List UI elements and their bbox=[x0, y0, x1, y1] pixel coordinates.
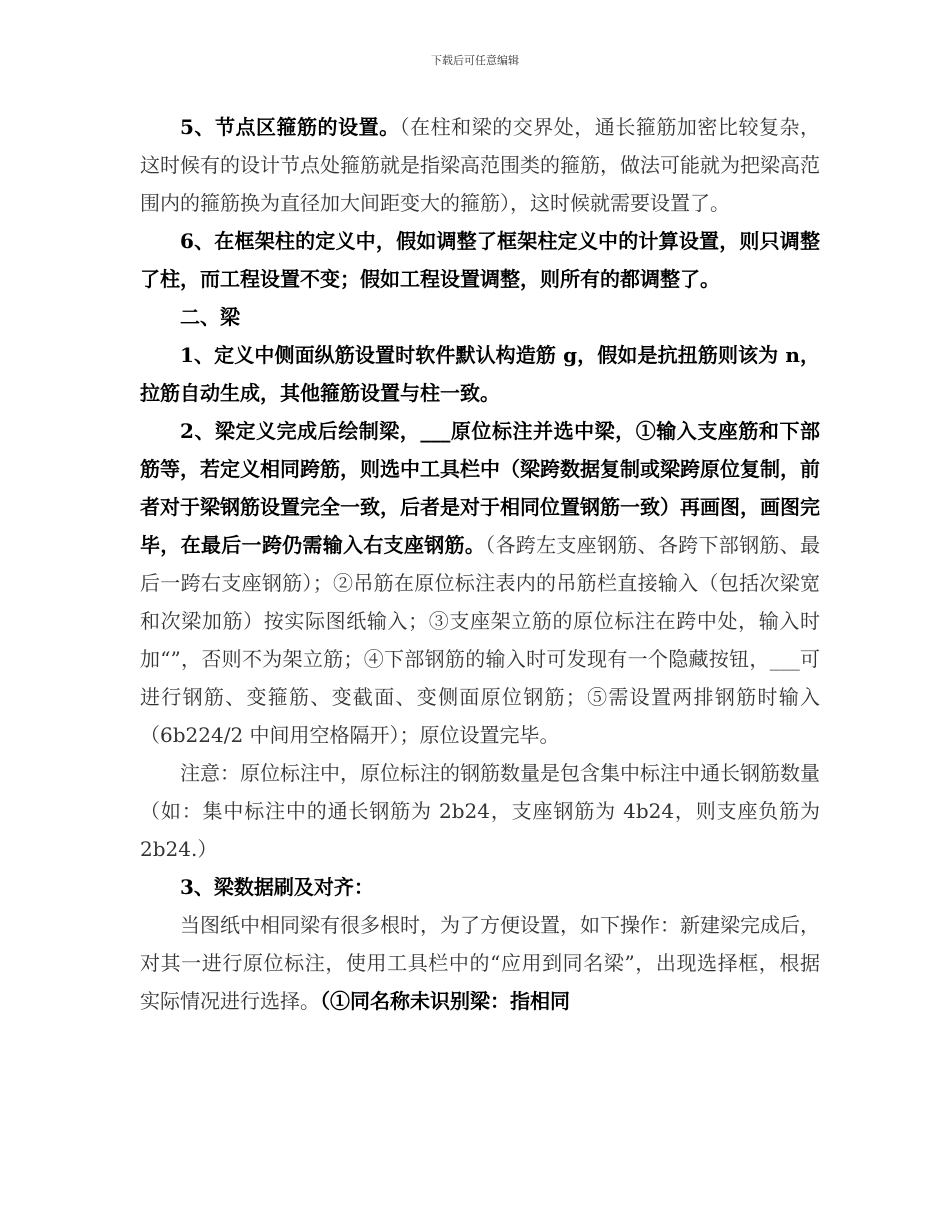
paragraph-heading: 2、梁定义完成后绘制梁，___原位标注并选中梁，①输入支座筋和下部筋等，若定义相同跨筋，则选中工具栏中（梁跨数据复制或梁跨原位复制，前者对于梁钢筋设置完全一致，后者是对于相同位置钢筋一致）再画图，画图完毕，在最后一跨仍需输入右支座钢筋。 bbox=[140, 419, 820, 557]
paragraph-node-stirrup bbox=[140, 108, 820, 222]
paragraph-heading: （①同名称未识别梁：指相同 bbox=[320, 989, 570, 1013]
paragraph-column-definition: 6、在框架柱的定义中，假如调整了框架柱定义中的计算设置，则只调整了柱，而工程设置不变；假如工程设置调整，则所有的都调整了。 bbox=[140, 229, 820, 291]
paragraph-same-name-beam bbox=[140, 906, 820, 1020]
section-heading-beam: 二、梁 bbox=[180, 305, 240, 329]
paragraph-side-bars: 1、定义中侧面纵筋设置时软件默认构造筋 g，假如是抗扭筋则该为 n，拉筋自动生成，其他箍筋设置与柱一致。 bbox=[140, 343, 820, 405]
paragraph-brush-align: 3、梁数据刷及对齐： bbox=[180, 875, 374, 899]
page-header: 下载后可任意编辑 bbox=[431, 54, 519, 67]
document-body bbox=[140, 108, 820, 1020]
paragraph-text: 当图纸中相同梁有很多根时，为了方便设置，如下操作：新建梁完成后，对其一进行原位标注，使用工具栏中的“应用到同名梁”，出现选择框，根据实际情况进行选择。 bbox=[140, 913, 820, 1013]
paragraph-note: 注意：原位标注中，原位标注的钢筋数量是包含集中标注中通长钢筋数量（如：集中标注中的通长钢筋为 2b24，支座钢筋为 4b24，则支座负筋为 2b24.） bbox=[140, 761, 820, 861]
paragraph-draw-beam bbox=[140, 412, 820, 754]
paragraph-text: （在柱和梁的交界处，通长箍筋加密比较复杂，这时候有的设计节点处箍筋就是指梁高范围类的箍筋，做法可能就为把梁高范围内的箍筋换为直径加大间距变大的箍筋），这时候就需要设置了。 bbox=[140, 115, 820, 215]
paragraph-heading: 5、节点区箍筋的设置。 bbox=[180, 115, 400, 139]
paragraph-text: （各跨左支座钢筋、各跨下部钢筋、最后一跨右支座钢筋）；②吊筋在原位标注表内的吊筋栏直接输入（包括次梁宽和次梁加筋）按实际图纸输入；③支座架立筋的原位标注在跨中处，输入时加“”，否则不为架立筋；④下部钢筋的输入时可发现有一个隐藏按钮，___可进行钢筋、变箍筋、变截面、变侧面原位钢筋；⑤需设置两排钢筋时输入（6b224/2 中间用空格隔开）；原位设置完毕。 bbox=[140, 533, 821, 747]
